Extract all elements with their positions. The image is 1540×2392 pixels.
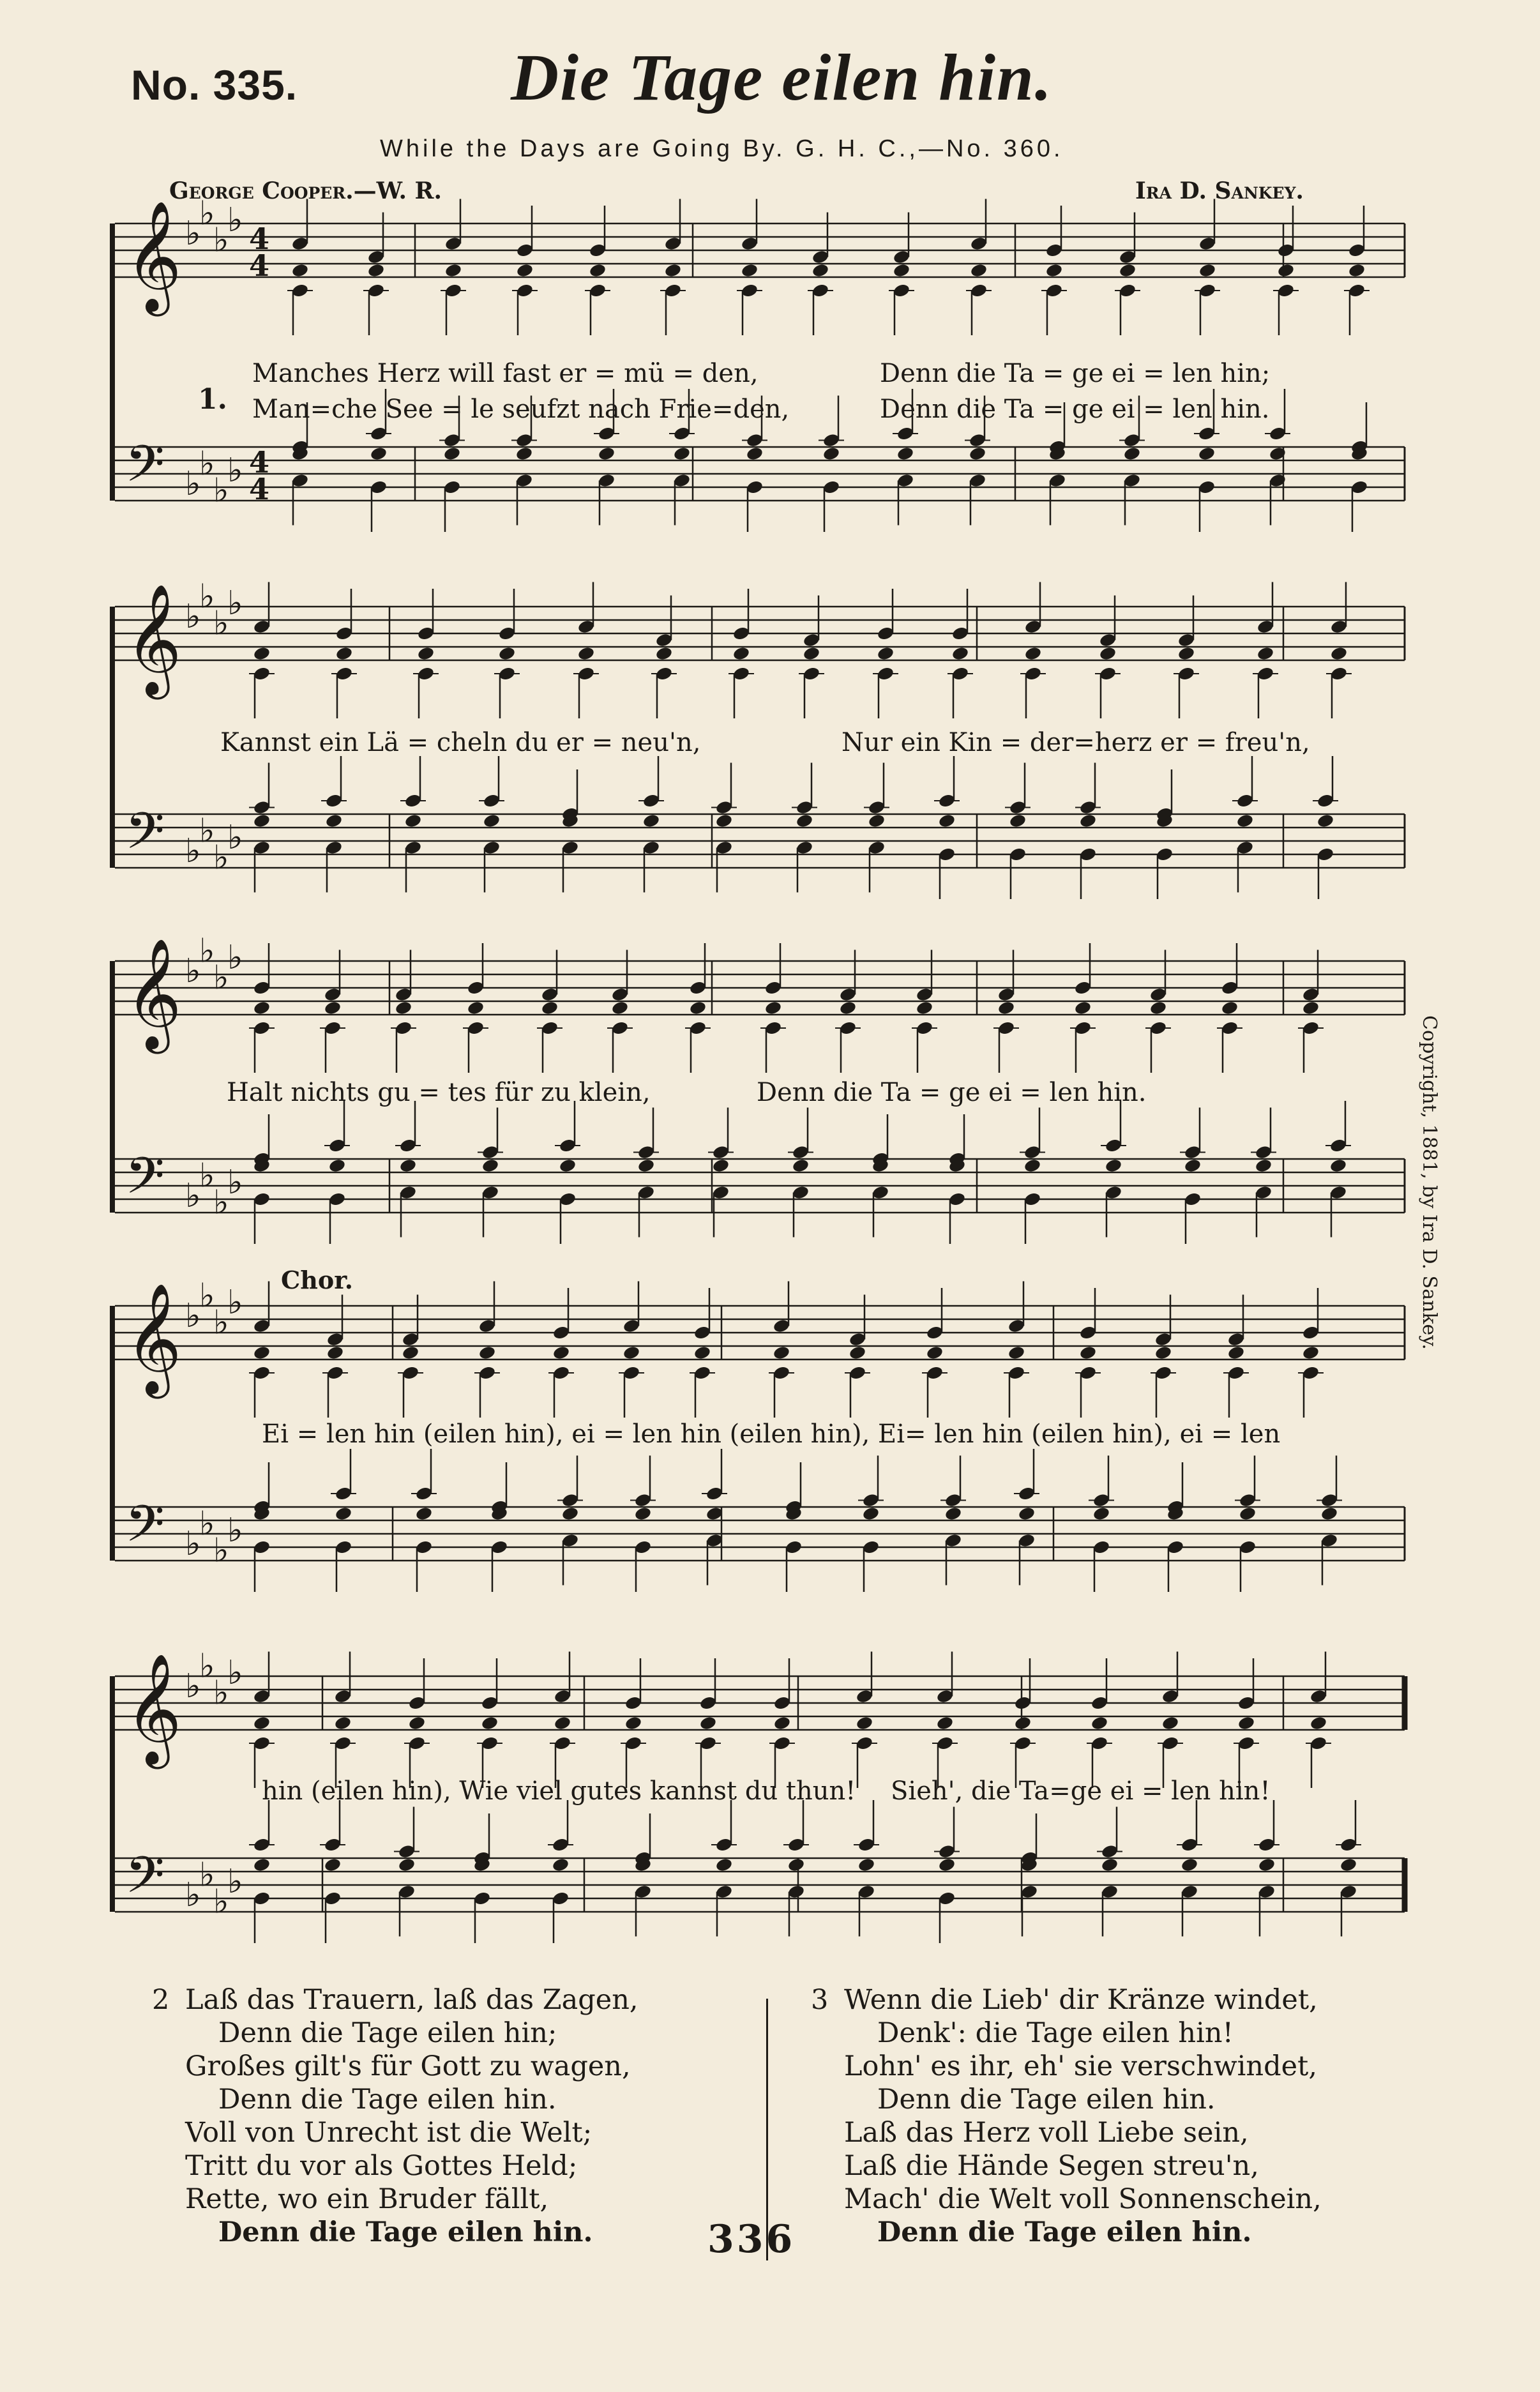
bass-clef-icon: 𝄢 bbox=[125, 434, 165, 506]
note-head bbox=[1023, 1158, 1041, 1173]
note-head bbox=[896, 446, 914, 461]
note-head bbox=[862, 1506, 880, 1521]
flat-icon: ♭ bbox=[185, 465, 201, 503]
bass-clef-icon: 𝄢 bbox=[125, 801, 165, 873]
note-head bbox=[325, 813, 343, 828]
flat-icon: ♭ bbox=[185, 215, 201, 253]
flat-icon: ♭ bbox=[227, 1283, 243, 1322]
lyric-line-3a: Kannst ein Lä = cheln du er = neu'n, bbox=[220, 728, 701, 757]
note-head bbox=[1091, 1715, 1108, 1730]
hymn-title: Die Tage eilen hin. bbox=[511, 41, 1053, 114]
note-head bbox=[328, 1158, 346, 1173]
flat-icon: ♭ bbox=[227, 1511, 243, 1550]
flat-icon: ♭ bbox=[199, 932, 215, 971]
note-head bbox=[516, 262, 534, 278]
note-head bbox=[803, 646, 820, 661]
note-head bbox=[715, 813, 733, 828]
note-head bbox=[291, 262, 309, 278]
note-head bbox=[1008, 1345, 1025, 1360]
treble-clef-icon: 𝄞 bbox=[125, 201, 182, 312]
note-head bbox=[324, 1000, 342, 1015]
stanza-line: Voll von Unrecht ist die Welt; bbox=[185, 2117, 593, 2149]
note-head bbox=[1024, 646, 1042, 661]
flat-icon: ♭ bbox=[213, 958, 229, 997]
treble-clef-icon: 𝄞 bbox=[125, 584, 182, 695]
flat-icon: ♭ bbox=[227, 584, 243, 623]
note-head bbox=[552, 1345, 570, 1360]
note-head bbox=[598, 446, 615, 461]
note-head bbox=[839, 1000, 857, 1015]
note-head bbox=[404, 813, 422, 828]
flat-icon: ♭ bbox=[199, 1856, 215, 1895]
flat-icon: ♭ bbox=[199, 577, 215, 616]
stanza-number: 2 bbox=[152, 1984, 170, 2016]
note-head bbox=[467, 1000, 485, 1015]
note-head bbox=[1101, 1857, 1119, 1872]
note-head bbox=[1257, 646, 1274, 661]
note-head bbox=[1237, 1715, 1255, 1730]
time-signature-bottom: 4 bbox=[249, 472, 270, 506]
note-head bbox=[1348, 262, 1366, 278]
composer-credit: Ira D. Sankey. bbox=[1135, 178, 1304, 204]
flat-icon: ♭ bbox=[199, 444, 215, 483]
flat-icon: ♭ bbox=[227, 1863, 243, 1901]
note-head bbox=[402, 1345, 419, 1360]
flat-icon: ♭ bbox=[185, 952, 201, 990]
stanza-line: Denn die Tage eilen hin. bbox=[218, 2216, 593, 2248]
note-head bbox=[1154, 1345, 1172, 1360]
note-head bbox=[408, 1715, 426, 1730]
note-head bbox=[1149, 1000, 1167, 1015]
note-head bbox=[1255, 1158, 1272, 1173]
note-head bbox=[1302, 1345, 1320, 1360]
lyric-line-6b: Sieh', die Ta=ge ei = len hin! bbox=[891, 1776, 1271, 1806]
stanza-number: 3 bbox=[811, 1984, 829, 2016]
note-head bbox=[1329, 1158, 1347, 1173]
flat-icon: ♭ bbox=[199, 1647, 215, 1686]
note-head bbox=[417, 646, 435, 661]
note-head bbox=[624, 1715, 642, 1730]
note-head bbox=[787, 1857, 805, 1872]
note-head bbox=[849, 1345, 866, 1360]
lyric-line-4a: Halt nichts gu = tes für zu klein, bbox=[227, 1078, 651, 1107]
flat-icon: ♭ bbox=[227, 451, 243, 490]
note-head bbox=[796, 813, 813, 828]
note-head bbox=[938, 1857, 956, 1872]
note-head bbox=[970, 262, 988, 278]
flat-icon: ♭ bbox=[213, 1531, 229, 1570]
note-head bbox=[1302, 1000, 1320, 1015]
stanza-3 bbox=[811, 1983, 1322, 2249]
note-head bbox=[951, 646, 969, 661]
flat-icon: ♭ bbox=[213, 1303, 229, 1342]
flat-icon: ♭ bbox=[185, 1876, 201, 1914]
note-head bbox=[253, 813, 271, 828]
note-head bbox=[334, 1715, 352, 1730]
note-head bbox=[1227, 1345, 1245, 1360]
stanza-2 bbox=[152, 1983, 638, 2249]
stanza-line: Laß das Herz voll Liebe sein, bbox=[844, 2117, 1249, 2149]
note-head bbox=[868, 813, 886, 828]
copyright-notice: Copyright, 1881, by Ira D. Sankey. bbox=[1418, 1015, 1440, 1350]
note-head bbox=[792, 1158, 810, 1173]
note-head bbox=[746, 446, 764, 461]
note-head bbox=[857, 1857, 875, 1872]
flat-icon: ♭ bbox=[185, 832, 201, 870]
flat-icon: ♭ bbox=[227, 201, 243, 239]
flat-icon: ♭ bbox=[185, 1525, 201, 1563]
note-head bbox=[673, 446, 691, 461]
note-head bbox=[541, 1000, 559, 1015]
note-head bbox=[1079, 1345, 1097, 1360]
note-head bbox=[773, 1345, 790, 1360]
note-head bbox=[1184, 1158, 1202, 1173]
english-subtitle: While the Days are Going By. G. H. C.,—No. 360. bbox=[380, 135, 1064, 162]
note-head bbox=[498, 646, 516, 661]
note-head bbox=[1181, 1857, 1198, 1872]
flat-icon: ♭ bbox=[227, 819, 243, 857]
note-head bbox=[253, 1857, 271, 1872]
stanza-line: Denn die Tage eilen hin; bbox=[218, 2017, 557, 2049]
note-head bbox=[969, 446, 986, 461]
note-head bbox=[611, 1000, 629, 1015]
note-head bbox=[936, 1715, 954, 1730]
stanza-line: Lohn' es ihr, eh' sie verschwindet, bbox=[844, 2050, 1317, 2082]
note-head bbox=[634, 1506, 652, 1521]
time-signature-top: 4 bbox=[249, 445, 270, 480]
note-head bbox=[335, 646, 353, 661]
note-head bbox=[370, 446, 388, 461]
note-head bbox=[554, 1715, 571, 1730]
treble-clef-icon: 𝄞 bbox=[125, 938, 182, 1049]
stanza-line: Laß das Trauern, laß das Zagen, bbox=[185, 1984, 638, 2016]
note-head bbox=[335, 1506, 352, 1521]
flat-icon: ♭ bbox=[199, 1156, 215, 1195]
flat-icon: ♭ bbox=[213, 221, 229, 260]
lyric-line-4b: Denn die Ta = ge ei = len hin. bbox=[757, 1078, 1147, 1107]
note-head bbox=[1119, 262, 1136, 278]
note-head bbox=[1079, 813, 1097, 828]
note-head bbox=[1340, 1857, 1357, 1872]
note-head bbox=[515, 446, 533, 461]
stanza-line: Denn die Tage eilen hin. bbox=[877, 2216, 1252, 2248]
flat-icon: ♭ bbox=[185, 598, 201, 636]
lyric-line-1a: Manches Herz will fast er = mü = den, bbox=[252, 359, 759, 388]
flat-icon: ♭ bbox=[185, 1177, 201, 1215]
stanza-line: Wenn die Lieb' dir Kränze windet, bbox=[844, 1984, 1318, 2016]
lyric-line-2b: Denn die Ta = ge ei = len hin. bbox=[880, 395, 1270, 424]
note-head bbox=[1014, 1715, 1032, 1730]
treble-clef-icon: 𝄞 bbox=[125, 1653, 182, 1764]
flat-icon: ♭ bbox=[213, 471, 229, 510]
note-head bbox=[1236, 813, 1254, 828]
note-head bbox=[399, 1158, 417, 1173]
note-head bbox=[1277, 262, 1295, 278]
note-head bbox=[367, 262, 385, 278]
note-head bbox=[1317, 813, 1334, 828]
time-signature-bottom: 4 bbox=[249, 248, 270, 283]
flat-icon: ♭ bbox=[213, 1674, 229, 1713]
note-head bbox=[856, 1715, 873, 1730]
flat-icon: ♭ bbox=[199, 1276, 215, 1315]
note-head bbox=[944, 1506, 962, 1521]
note-head bbox=[689, 1000, 707, 1015]
note-head bbox=[1099, 646, 1117, 661]
bass-clef-icon: 𝄢 bbox=[125, 1845, 165, 1917]
note-head bbox=[589, 262, 607, 278]
verse-number: 1. bbox=[198, 383, 227, 416]
author-credit: George Cooper.—W. R. bbox=[169, 178, 442, 204]
note-head bbox=[398, 1857, 416, 1872]
hymn-number: No. 335. bbox=[131, 61, 298, 109]
note-head bbox=[478, 1345, 496, 1360]
note-head bbox=[773, 1715, 791, 1730]
note-head bbox=[253, 1345, 271, 1360]
note-head bbox=[1320, 1506, 1338, 1521]
note-head bbox=[481, 1715, 499, 1730]
note-head bbox=[693, 1345, 711, 1360]
note-head bbox=[253, 1715, 271, 1730]
stanza-line: Laß die Hände Segen streu'n, bbox=[844, 2150, 1259, 2182]
note-head bbox=[444, 262, 462, 278]
flat-icon: ♭ bbox=[213, 838, 229, 877]
note-head bbox=[395, 1000, 412, 1015]
note-head bbox=[443, 446, 461, 461]
flat-icon: ♭ bbox=[199, 1504, 215, 1543]
flat-icon: ♭ bbox=[199, 194, 215, 233]
note-head bbox=[715, 1857, 733, 1872]
note-head bbox=[916, 1000, 933, 1015]
note-head bbox=[1258, 1857, 1276, 1872]
note-head bbox=[253, 646, 271, 661]
note-head bbox=[822, 446, 840, 461]
note-head bbox=[1239, 1506, 1257, 1521]
note-head bbox=[1198, 446, 1216, 461]
note-head bbox=[877, 646, 895, 661]
flat-icon: ♭ bbox=[227, 1163, 243, 1202]
note-head bbox=[623, 1345, 640, 1360]
stanza-line: Großes gilt's für Gott zu wagen, bbox=[185, 2050, 631, 2082]
bass-clef-icon: 𝄢 bbox=[125, 1494, 165, 1566]
lyric-line-6a: hin (eilen hin), Wie viel gutes kannst du thun! bbox=[262, 1776, 856, 1806]
page-number: 336 bbox=[707, 2217, 796, 2262]
lyric-line-1b: Denn die Ta = ge ei = len hin; bbox=[880, 359, 1271, 388]
note-head bbox=[1009, 813, 1027, 828]
note-head bbox=[1330, 646, 1348, 661]
note-head bbox=[655, 646, 673, 661]
bass-clef-icon: 𝄢 bbox=[125, 1146, 165, 1218]
note-head bbox=[938, 813, 956, 828]
note-head bbox=[699, 1715, 717, 1730]
note-head bbox=[1310, 1715, 1327, 1730]
stanza-line: Denn die Tage eilen hin. bbox=[218, 2084, 557, 2116]
note-head bbox=[893, 262, 910, 278]
note-head bbox=[1177, 646, 1195, 661]
flat-icon: ♭ bbox=[185, 1297, 201, 1335]
flat-icon: ♭ bbox=[213, 1882, 229, 1921]
flat-icon: ♭ bbox=[185, 1667, 201, 1706]
flat-icon: ♭ bbox=[227, 1654, 243, 1692]
flat-icon: ♭ bbox=[213, 1183, 229, 1222]
note-head bbox=[1105, 1158, 1122, 1173]
note-head bbox=[1018, 1506, 1036, 1521]
note-head bbox=[642, 813, 660, 828]
note-head bbox=[559, 1158, 577, 1173]
stanza-line: Mach' die Welt voll Sonnenschein, bbox=[844, 2183, 1322, 2215]
treble-clef-icon: 𝄞 bbox=[125, 1283, 182, 1394]
note-head bbox=[926, 1345, 944, 1360]
lyric-line-2a: Man=che See = le seufzt nach Frie=den, bbox=[252, 395, 790, 424]
stanza-line: Rette, wo ein Bruder fällt, bbox=[185, 2183, 549, 2215]
note-head bbox=[712, 1158, 730, 1173]
note-head bbox=[253, 1000, 271, 1015]
flat-icon: ♭ bbox=[227, 939, 243, 977]
note-head bbox=[552, 1857, 570, 1872]
note-head bbox=[483, 813, 501, 828]
stanza-line: Tritt du vor als Gottes Held; bbox=[185, 2150, 578, 2182]
note-head bbox=[415, 1506, 433, 1521]
note-head bbox=[812, 262, 829, 278]
note-head bbox=[732, 646, 750, 661]
flat-icon: ♭ bbox=[199, 812, 215, 851]
note-head bbox=[637, 1158, 655, 1173]
note-head bbox=[481, 1158, 499, 1173]
note-head bbox=[741, 262, 759, 278]
note-head bbox=[577, 646, 595, 661]
note-head bbox=[324, 1857, 342, 1872]
stanza-line: Denn die Tage eilen hin. bbox=[877, 2084, 1216, 2116]
note-head bbox=[561, 1506, 579, 1521]
note-head bbox=[764, 1000, 782, 1015]
note-head bbox=[1221, 1000, 1239, 1015]
note-head bbox=[1198, 262, 1216, 278]
note-head bbox=[1092, 1506, 1110, 1521]
stanza-line: Denk': die Tage eilen hin! bbox=[877, 2017, 1234, 2049]
note-head bbox=[1123, 446, 1141, 461]
lyric-line-3b: Nur ein Kin = der=herz er = freu'n, bbox=[842, 728, 1310, 757]
flat-icon: ♭ bbox=[213, 604, 229, 643]
chorus-label: Chor. bbox=[281, 1266, 353, 1294]
time-signature-top: 4 bbox=[249, 222, 270, 256]
note-head bbox=[326, 1345, 344, 1360]
note-head bbox=[1074, 1000, 1092, 1015]
note-head bbox=[1161, 1715, 1179, 1730]
lyric-line-5: Ei = len hin (eilen hin), ei = len hin (eilen hin), Ei= len hin (eilen hin), ei = len bbox=[262, 1419, 1281, 1449]
note-head bbox=[997, 1000, 1015, 1015]
note-head bbox=[1045, 262, 1063, 278]
note-head bbox=[664, 262, 682, 278]
